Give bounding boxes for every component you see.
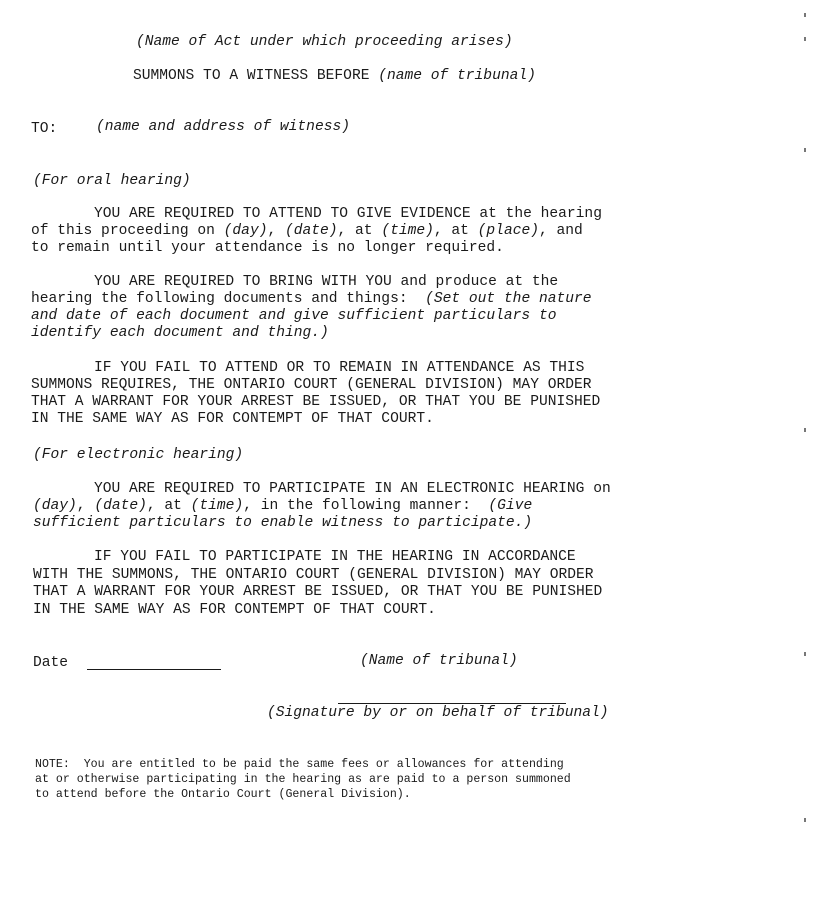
oral-attend-line-3: to remain until your attendance is no longer required.	[31, 240, 504, 256]
scan-mark	[804, 37, 806, 41]
day-placeholder: (day)	[33, 498, 77, 514]
date-placeholder: (date)	[284, 223, 338, 239]
date-signature-line	[87, 669, 221, 670]
give-instruction: (Give	[488, 498, 533, 514]
scan-mark	[804, 13, 806, 17]
separator: ,	[267, 223, 285, 239]
separator: , at	[146, 498, 191, 514]
oral-bring-line-1: YOU ARE REQUIRED TO BRING WITH YOU and produce at the	[94, 274, 559, 290]
oral-attend-line-2	[31, 223, 583, 240]
separator: , at	[337, 223, 382, 239]
note-line-3: to attend before the Ontario Court (General Division).	[35, 788, 411, 801]
electronic-hearing-heading: (For electronic hearing)	[33, 447, 244, 463]
oral-warning-line-2: SUMMONS REQUIRES, THE ONTARIO COURT (GENERAL DIVISION) MAY ORDER	[31, 377, 592, 393]
note-line-2: at or otherwise participating in the hearing as are paid to a person summoned	[35, 773, 571, 786]
tribunal-signature-line	[338, 703, 566, 704]
summons-title	[133, 68, 536, 85]
witness-address-placeholder: (name and address of witness)	[96, 119, 350, 135]
tribunal-name-placeholder: (Name of tribunal)	[360, 653, 518, 669]
electronic-participate-line-2	[33, 498, 532, 515]
oral-bring-line-2	[31, 291, 592, 308]
signature-placeholder: (Signature by or on behalf of tribunal)	[267, 705, 609, 721]
oral-attend-text: of this proceeding on	[31, 223, 224, 239]
date-placeholder: (date)	[94, 498, 147, 514]
oral-warning-line-3: THAT A WARRANT FOR YOUR ARREST BE ISSUED, OR THAT YOU BE PUNISHED	[31, 394, 601, 410]
summons-title-prefix: SUMMONS TO A WITNESS BEFORE	[133, 68, 379, 84]
oral-attend-line-1: YOU ARE REQUIRED TO ATTEND TO GIVE EVIDENCE at the hearing	[94, 206, 602, 222]
electronic-warning-line-3: THAT A WARRANT FOR YOUR ARREST BE ISSUED, OR THAT YOU BE PUNISHED	[33, 584, 603, 600]
scan-mark	[804, 652, 806, 656]
scan-mark	[804, 428, 806, 432]
electronic-warning-line-1: IF YOU FAIL TO PARTICIPATE IN THE HEARING IN ACCORDANCE	[94, 549, 576, 565]
electronic-warning-line-2: WITH THE SUMMONS, THE ONTARIO COURT (GENERAL DIVISION) MAY ORDER	[33, 567, 594, 583]
oral-warning-line-4: IN THE SAME WAY AS FOR CONTEMPT OF THAT COURT.	[31, 411, 434, 427]
oral-warning-line-1: IF YOU FAIL TO ATTEND OR TO REMAIN IN ATTENDANCE AS THIS	[94, 360, 585, 376]
documents-instruction: (Set out the nature	[425, 291, 592, 307]
electronic-participate-line-1: YOU ARE REQUIRED TO PARTICIPATE IN AN ELECTRONIC HEARING on	[94, 481, 611, 497]
note-line-1: NOTE: You are entitled to be paid the same fees or allowances for attending	[35, 758, 564, 771]
time-placeholder: (time)	[381, 223, 434, 239]
day-placeholder: (day)	[223, 223, 268, 239]
separator: , at	[433, 223, 478, 239]
time-placeholder: (time)	[190, 498, 244, 514]
scan-mark	[804, 818, 806, 822]
date-label: Date	[33, 655, 69, 671]
scan-mark	[804, 148, 806, 152]
oral-bring-text: hearing the following documents and things:	[31, 291, 426, 307]
oral-bring-line-4: identify each document and thing.)	[31, 325, 329, 341]
electronic-warning-line-4: IN THE SAME WAY AS FOR CONTEMPT OF THAT COURT.	[33, 602, 436, 618]
separator: ,	[76, 498, 95, 514]
place-placeholder: (place)	[477, 223, 539, 239]
summons-tribunal-placeholder: (name of tribunal)	[378, 68, 536, 84]
electronic-participate-line-3: sufficient particulars to enable witness to participate.)	[33, 515, 533, 531]
oral-hearing-heading: (For oral hearing)	[33, 173, 191, 189]
separator: , and	[538, 223, 583, 239]
oral-bring-line-3: and date of each document and give sufficient particulars to	[31, 308, 557, 324]
act-name-line: (Name of Act under which proceeding arises)	[136, 34, 513, 50]
to-label: TO:	[31, 121, 58, 137]
manner-text: , in the following manner:	[243, 498, 489, 514]
